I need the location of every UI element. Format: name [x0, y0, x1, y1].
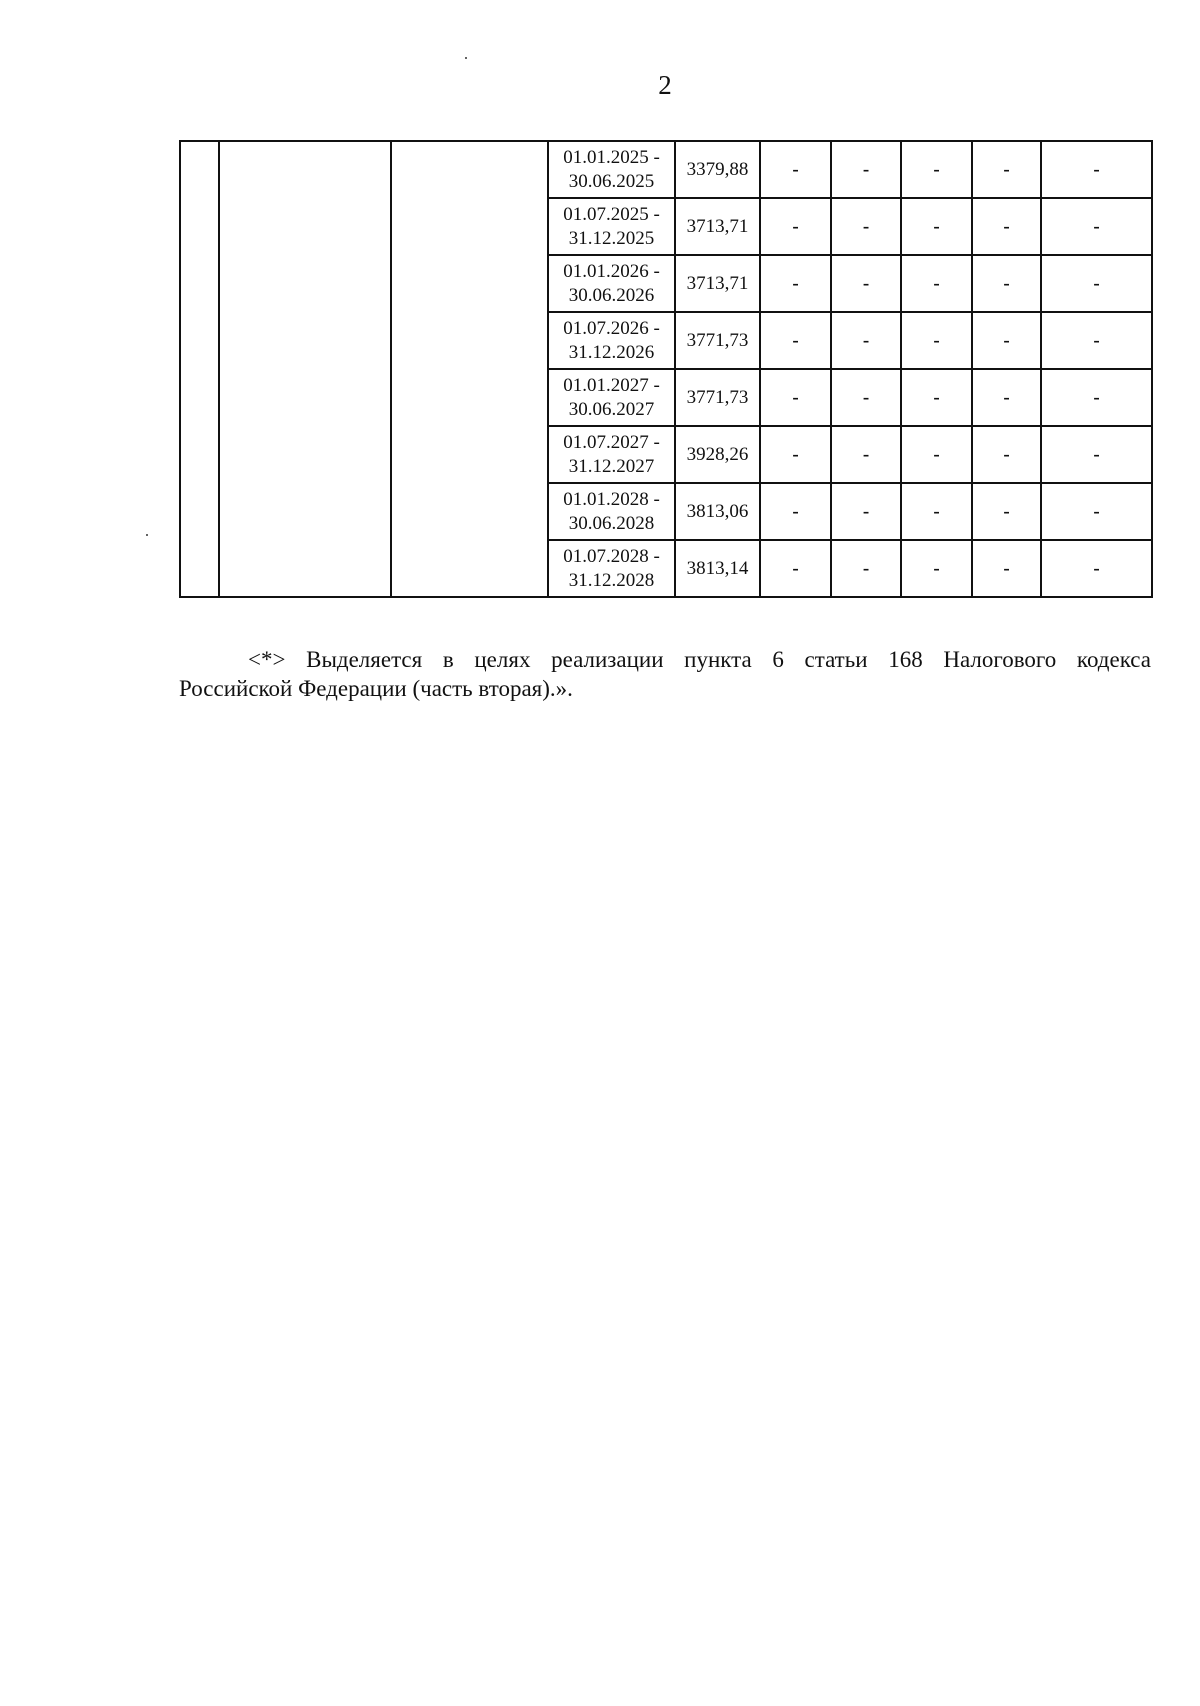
empty-name-cell: [219, 141, 391, 597]
tariff-value-cell: 3771,73: [675, 369, 760, 426]
dash-cell: -: [972, 426, 1041, 483]
dash-cell: -: [831, 255, 901, 312]
dash-cell: -: [972, 255, 1041, 312]
tariff-value-cell: 3713,71: [675, 255, 760, 312]
period-cell: [548, 483, 675, 540]
dash-cell: -: [1041, 255, 1152, 312]
footnote: [179, 645, 1151, 703]
dash-cell: -: [901, 483, 972, 540]
dash-cell: -: [831, 540, 901, 597]
period-start: 01.07.2026 -: [563, 317, 660, 339]
dash-cell: -: [1041, 198, 1152, 255]
dash-cell: -: [831, 198, 901, 255]
page-number: 2: [658, 70, 672, 100]
period-start: 01.01.2027 -: [563, 374, 660, 396]
dash-cell: -: [972, 141, 1041, 198]
dash-cell: -: [1041, 483, 1152, 540]
period-cell: [548, 540, 675, 597]
dash-cell: -: [901, 141, 972, 198]
period-end: 31.12.2028: [568, 569, 655, 591]
tariff-value-cell: 3771,73: [675, 312, 760, 369]
dash-cell: -: [831, 426, 901, 483]
dash-cell: -: [901, 312, 972, 369]
footnote-line-2: Российской Федерации (часть вторая).».: [179, 676, 573, 701]
period-end: 31.12.2027: [568, 455, 655, 477]
period-cell: [548, 369, 675, 426]
period-start: 01.07.2028 -: [563, 545, 660, 567]
dash-cell: -: [831, 483, 901, 540]
dash-cell: -: [972, 483, 1041, 540]
period-end: 31.12.2026: [568, 341, 655, 363]
tariff-table: [179, 140, 1153, 598]
period-end: 31.12.2025: [568, 227, 655, 249]
dash-cell: -: [972, 198, 1041, 255]
period-cell: [548, 426, 675, 483]
dash-cell: -: [760, 540, 831, 597]
dash-cell: -: [1041, 426, 1152, 483]
dash-cell: -: [760, 369, 831, 426]
period-cell: [548, 198, 675, 255]
table-row: [180, 141, 1152, 198]
dash-cell: -: [760, 198, 831, 255]
dash-cell: -: [760, 426, 831, 483]
period-start: 01.01.2028 -: [563, 488, 660, 510]
dash-cell: -: [1041, 540, 1152, 597]
empty-category-cell: [391, 141, 548, 597]
tariff-value-cell: 3713,71: [675, 198, 760, 255]
scan-speck: [146, 534, 148, 536]
dash-cell: -: [760, 312, 831, 369]
dash-cell: -: [901, 369, 972, 426]
dash-cell: -: [760, 141, 831, 198]
dash-cell: -: [1041, 312, 1152, 369]
period-cell: [548, 312, 675, 369]
dash-cell: -: [901, 198, 972, 255]
dash-cell: -: [972, 312, 1041, 369]
tariff-value-cell: 3928,26: [675, 426, 760, 483]
tariff-value-cell: 3813,06: [675, 483, 760, 540]
dash-cell: -: [831, 369, 901, 426]
table-body: [180, 141, 1152, 597]
period-start: 01.01.2026 -: [563, 260, 660, 282]
dash-cell: -: [760, 483, 831, 540]
empty-number-cell: [180, 141, 219, 597]
dash-cell: -: [901, 255, 972, 312]
tariff-value-cell: 3813,14: [675, 540, 760, 597]
dash-cell: -: [760, 255, 831, 312]
period-start: 01.07.2025 -: [563, 203, 660, 225]
dash-cell: -: [1041, 369, 1152, 426]
dash-cell: -: [831, 312, 901, 369]
footnote-line-1: <*> Выделяется в целях реализации пункта 6 статьи 168 Налогового кодекса: [248, 647, 1151, 672]
period-end: 30.06.2026: [568, 284, 655, 306]
period-cell: [548, 141, 675, 198]
dash-cell: -: [972, 540, 1041, 597]
tariff-value-cell: 3379,88: [675, 141, 760, 198]
period-cell: [548, 255, 675, 312]
scan-speck: [465, 57, 467, 59]
period-start: 01.07.2027 -: [563, 431, 660, 453]
dash-cell: -: [972, 369, 1041, 426]
period-start: 01.01.2025 -: [563, 146, 660, 168]
dash-cell: -: [1041, 141, 1152, 198]
dash-cell: -: [831, 141, 901, 198]
dash-cell: -: [901, 426, 972, 483]
dash-cell: -: [901, 540, 972, 597]
period-end: 30.06.2027: [568, 398, 655, 420]
period-end: 30.06.2025: [568, 170, 655, 192]
period-end: 30.06.2028: [568, 512, 655, 534]
